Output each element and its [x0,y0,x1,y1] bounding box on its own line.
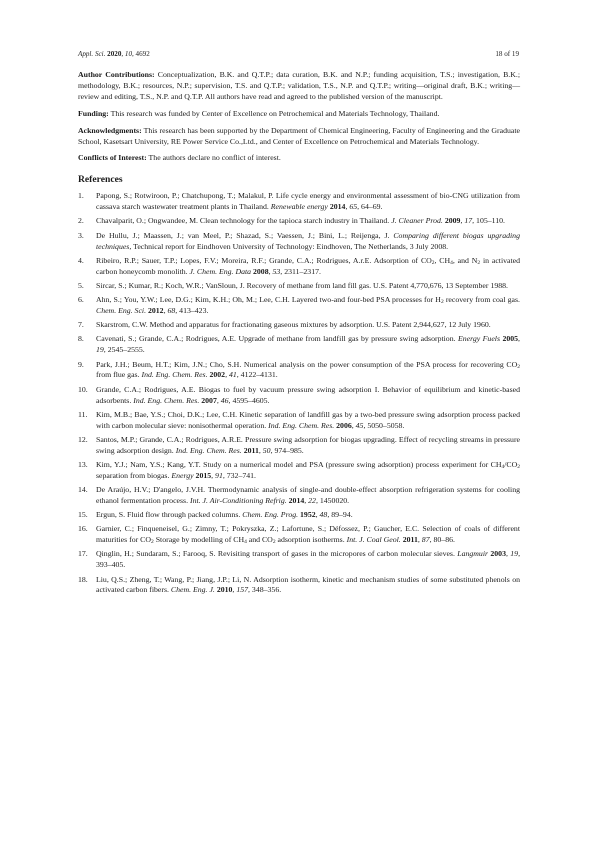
reference-fragment: 68 [167,305,176,315]
reference-fragment: Papong, S.; Rotwiroon, P.; Chatchupong, T.; Malakul, P. Life cycle energy and environmental assessment of bio-CNG utilization from cassava starch wastewater treatment plants in Thailand. [96,191,520,212]
reference-fragment: 2 [477,259,481,266]
reference-fragment: , [163,305,168,315]
reference-fragment: 19 [510,549,519,559]
reference-fragment: 2008 [253,266,269,276]
reference-fragment: , 732–741. [222,470,256,480]
reference-text [96,524,520,546]
reference-fragment: Comparing different biogas upgrading techniques [96,230,520,251]
reference-fragment: Kim, M.B.; Bae, Y.S.; Choi, D.K.; Lee, C.H. Kinetic separation of landfill gas by a two-bed pressure swing adsorption process packed with carbon molecular sieve: nonisothermal operation. [96,409,520,430]
reference-fragment: 2010 [216,585,233,595]
reference-number: 15. [78,510,88,520]
reference-fragment: from flue gas. [96,370,142,380]
reference-fragment: Qinglin, H.; Sundaram, S.; Farooq, S. Revisiting transport of gases in the micropores of carbon molecular sieves. [96,549,458,559]
reference-fragment: 4 [501,463,505,470]
reference-number: 10. [78,384,88,394]
reference-fragment: 41 [228,370,237,380]
funding [78,109,520,120]
journal-volume: 10 [124,50,132,58]
reference-fragment: /CO [504,459,518,469]
reference-item [78,281,520,292]
section-label: Conflicts of Interest: [78,153,147,163]
reference-fragment: , [258,445,263,455]
reference-fragment: 2014 [288,495,305,505]
reference-fragment: 48 [319,510,328,520]
reference-number: 11. [78,409,88,419]
reference-text [96,410,520,432]
reference-fragment: Ind. Eng. Chem. Res. [268,420,335,430]
section-text: The authors declare no conflict of interest. [146,153,281,163]
reference-fragment: Ind. Eng. Chem. Res. [133,395,200,405]
reference-text [96,334,520,356]
reference-fragment: Chem. Eng. J. [170,585,215,595]
references-heading: References [78,174,123,186]
reference-fragment: , and N [452,255,478,265]
section-text: Conceptualization, B.K. and Q.T.P.; data curation, B.K. and N.P.; funding acquisition, T.S.; investigation, B.K.; methodology, B.K.; resources, N.P.; supervision, T.S. and Q.T.P.; validation, T.S., N.P. and Q.T.P.; writing—original draft, B.K.; writing—review and editing, T.S., N.P. and Q.T.P. All authors have read and agreed to the published version of the manuscript. [78,70,520,101]
reference-fragment: , [460,216,465,226]
reference-text [96,256,520,278]
reference-fragment: 2011 [243,445,259,455]
reference-fragment: , 393–405. [96,549,521,570]
author-contributions [78,70,520,103]
reference-fragment: , [304,495,309,505]
reference-fragment: adsorption isotherms. [275,535,347,545]
reference-fragment: in activated carbon honeycomb monolith. [96,255,520,276]
reference-item [78,524,520,546]
reference-fragment: , 4122–4131. [236,370,278,380]
reference-fragment: Grande, C.A.; Rodrigues, A.E. Biogas to fuel by vacuum pressure swing adsorption I. Behavior of equilibrium and kinetic-based adsorbents. [96,384,520,405]
reference-fragment: 4 [450,259,453,266]
reference-item [78,191,520,213]
reference-item [78,485,520,507]
reference-number: 12. [78,434,88,444]
reference-number: 14. [78,485,88,495]
reference-fragment: Kim, Y.J.; Nam, Y.S.; Kang, Y.T. Study on a numerical model and PSA (pressure swing adsorption) process experiment for CH [96,459,502,469]
reference-item [78,216,520,227]
reference-fragment: Ergun, S. Fluid flow through packed columns. [96,510,243,520]
article-number: , 4692 [132,50,150,58]
reference-fragment: Ribeiro, R.P.; Sauer, T.P.; Lopes, F.V.; Moreira, R.F.; Grande, C.A.; Rodrigues, A.r.E. Adsorption of CO [96,255,432,265]
reference-item [78,231,520,253]
reference-fragment: 91 [215,470,223,480]
reference-fragment: 2005 [502,334,519,344]
reference-item [78,575,520,597]
reference-fragment: 2012 [147,305,164,315]
reference-fragment: Chem. Eng. Sci. [96,305,147,315]
reference-item [78,320,520,331]
reference-fragment: , 1450020. [315,495,350,505]
reference-fragment: 17 [464,216,473,226]
reference-fragment: 19 [96,345,104,355]
reference-fragment: , 105–110. [472,216,505,226]
reference-fragment: Ind. Eng. Chem. Res. [175,445,242,455]
reference-text [96,320,520,331]
reference-fragment: , 4595–4605. [228,395,270,405]
reference-text [96,510,520,521]
reference-item [78,256,520,278]
reference-fragment: Langmuir [457,549,489,559]
reference-item [78,385,520,407]
reference-fragment: Ind. Eng. Chem. Res. [141,370,208,380]
reference-text [96,385,520,407]
reference-fragment: Energy [171,470,194,480]
reference-fragment: , [211,470,216,480]
reference-number: 3. [78,230,84,240]
reference-fragment: 45 [355,420,364,430]
reference-item [78,334,520,356]
reference-fragment: 2 [517,363,520,370]
reference-fragment: Energy Fuels [458,334,500,344]
reference-fragment: Int. J. Air-Conditioning Refrig. [189,495,287,505]
reference-fragment: 2 [272,539,276,546]
reference-item [78,549,520,571]
reference-fragment: Sircar, S.; Kumar, R.; Koch, W.R.; VanSloun, J. Recovery of methane from land fill gas. U.S. Patent 4,770,676, 13 September 1988. [96,280,508,290]
reference-item [78,510,520,521]
reference-number: 8. [78,334,84,344]
reference-fragment: Renewable energy [270,202,328,212]
reference-text [96,216,520,227]
reference-fragment: recovery from coal gas. [443,295,521,305]
reference-number: 17. [78,549,88,559]
reference-fragment: Garnier, C.; Finqueneisel, G.; Zimny, T.; Pokryszka, Z.; Lafortune, S.; Défossez, P.; Gaucher, E.C. Selection of coals of different maturities for CO [96,524,520,545]
reference-fragment: , [315,510,320,520]
reference-number: 9. [78,359,84,369]
running-header [78,50,519,58]
reference-fragment: De Hullu, J.; Maassen, J.; van Meel, P.; Shazad, S.; Vaessen, J.; Bini, L.; Reijenga, J. [96,230,394,240]
reference-fragment: 1952 [300,510,316,520]
reference-fragment: 22 [308,495,316,505]
reference-fragment: 4 [244,539,247,546]
acknowledgments [78,126,520,148]
reference-fragment: , 80–86. [429,535,455,545]
reference-fragment: , [518,334,520,344]
reference-fragment: 157 [236,585,249,595]
reference-fragment: Storage by modelling of CH [153,535,245,545]
reference-fragment: Skarstrom, C.W. Method and apparatus for fractionating gaseous mixtures by adsorption. U.S. Patent 2,944,627, 12 July 1960. [96,320,491,330]
reference-number: 16. [78,524,88,534]
reference-fragment: , 5050–5058. [363,420,405,430]
reference-fragment: Chavalparit, O.; Ongwandee, M. Clean technology for the tapioca starch industry in Thailand. [96,216,392,226]
reference-fragment: J. Cleaner Prod. [391,216,443,226]
reference-fragment: 65 [349,202,358,212]
reference-fragment: and CO [246,535,273,545]
reference-fragment: , Technical report for Eindhoven University of Technology: Eindhoven, The Netherlands, 3 July 2008. [129,241,449,251]
reference-text [96,231,520,253]
reference-fragment: , CH [434,255,451,265]
reference-fragment: Santos, M.P.; Grande, C.A.; Rodrigues, A.R.E. Pressure swing adsorption for biogas upgrading. Effect of recycling streams in pressure swing adsorption design. [96,434,520,455]
reference-text [96,460,520,482]
reference-fragment: , [417,535,422,545]
reference-fragment: 2006 [336,420,352,430]
reference-text [96,281,520,292]
reference-fragment: , 2545–2555. [103,345,145,355]
reference-fragment: , [225,370,229,380]
page-number: 18 of 19 [495,50,519,58]
reference-number: 2. [78,216,84,226]
reference-fragment: 50 [262,445,271,455]
reference-fragment: separation from biogas. [96,470,172,480]
journal-citation: Appl. Sci. 2020, 10, 4692 [78,50,150,58]
reference-number: 4. [78,255,84,265]
reference-fragment: Int. J. Coal Geol. [346,535,401,545]
reference-fragment: 2 [431,259,435,266]
reference-fragment: 53 [272,266,281,276]
reference-fragment: , 974–985. [270,445,304,455]
reference-number: 13. [78,459,88,469]
reference-fragment: 2009 [444,216,461,226]
reference-text [96,191,520,213]
reference-text [96,485,520,507]
reference-text [96,575,520,597]
reference-fragment: Liu, Q.S.; Zheng, T.; Wang, P.; Jiang, J.P.; Li, N. Adsorption isotherm, kinetic and mechanism studies of some substituted phenols on activated carbon fibers. [96,574,520,595]
reference-fragment: , [216,395,221,405]
reference-fragment: , [232,585,237,595]
journal-year: 2020 [107,50,122,58]
section-label: Acknowledgments: [78,125,142,135]
journal-name: Appl. Sci. [78,50,106,58]
reference-fragment: , 348–356. [248,585,282,595]
reference-fragment: 87 [421,535,430,545]
reference-text [96,549,520,571]
reference-fragment: Ahn, S.; You, Y.W.; Lee, D.G.; Kim, K.H.; Oh, M.; Lee, C.H. Layered two-and four-bed PSA processes for H [96,295,441,305]
reference-item [78,435,520,457]
reference-number: 1. [78,191,84,201]
reference-item [78,360,520,382]
section-text: This research was funded by Center of Excellence on Petrochemical and Materials Technology, Thailand. [108,108,440,118]
reference-fragment: , [505,549,511,559]
reference-fragment: 2 [151,539,154,546]
reference-fragment: De Araújo, H.V.; D'angelo, J.V.H. Thermodynamic analysis of single-and double-effect absorption refrigeration systems for cooling ethanol fermentation process. [96,485,520,505]
page-body [78,70,520,600]
reference-fragment: 2002 [209,370,226,380]
reference-list [78,191,520,596]
reference-text [96,360,520,382]
reference-text [96,295,520,317]
section-label: Author Contributions: [78,70,155,79]
reference-fragment: , [351,420,356,430]
reference-number: 7. [78,320,84,330]
reference-fragment: 46 [220,395,229,405]
reference-fragment: 2007 [201,395,217,405]
reference-fragment: 2015 [195,470,212,480]
reference-text [96,435,520,457]
reference-fragment: 2003 [490,549,506,559]
reference-number: 5. [78,280,84,290]
reference-fragment: 2 [440,299,444,306]
section-label: Funding: [78,108,109,118]
reference-fragment: Chem. Eng. Prog. [242,510,299,520]
conflicts-of-interest [78,153,520,164]
reference-item [78,460,520,482]
reference-fragment: 2 [517,463,520,470]
reference-item [78,295,520,317]
reference-number: 6. [78,295,84,305]
reference-fragment: 2011 [402,535,418,545]
reference-fragment: , 2311–2317. [280,266,321,276]
reference-fragment: , 413–423. [175,305,209,315]
reference-fragment: , 64–69. [357,202,383,212]
reference-fragment: Park, J.H.; Beum, H.T.; Kim, J.N.; Cho, S.H. Numerical analysis on the power consumption of the PSA process for recovering CO [96,359,518,369]
reference-fragment: J. Chem. Eng. Data [189,266,252,276]
reference-fragment: , 89–94. [327,510,353,520]
reference-number: 18. [78,574,88,584]
reference-item [78,410,520,432]
reference-fragment: , [268,266,273,276]
section-text: This research has been supported by the Department of Chemical Engineering, Faculty of Engineering and the Graduate School, Kasetsart University, RE Power Service Co.,Ltd., and Center of Excellence on Petrochemical and Materials Technology. [78,125,520,146]
reference-fragment: , [345,202,350,212]
reference-fragment: 2014 [329,202,346,212]
reference-fragment: Cavenati, S.; Grande, C.A.; Rodrigues, A.E. Upgrade of methane from landfill gas by pressure swing adsorption. [96,334,458,344]
